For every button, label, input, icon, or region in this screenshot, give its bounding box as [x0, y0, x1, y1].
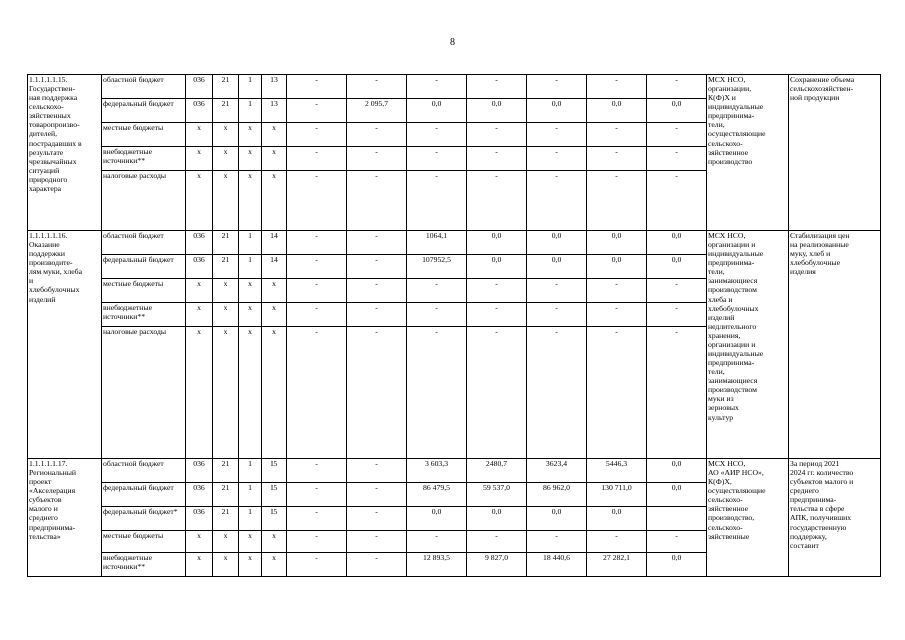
budget-code: x: [239, 553, 262, 577]
program-table: [27, 74, 881, 577]
measure-title-line: результате: [29, 147, 64, 157]
budget-code: x: [239, 327, 262, 459]
executor-line: производством: [708, 385, 757, 395]
executor-line: тели,: [708, 367, 725, 377]
funding-source: налоговые расходы: [102, 171, 186, 231]
amount-cell: -: [467, 147, 527, 171]
amount-cell: -: [527, 303, 587, 327]
executor-line: К(Ф)Х,: [708, 477, 732, 487]
funding-source: федеральный бюджет: [102, 483, 186, 507]
budget-code: x: [239, 147, 262, 171]
amount-cell: 130 711,0: [587, 483, 647, 507]
amount-cell: -: [407, 171, 467, 231]
amount-cell: -: [287, 327, 347, 459]
executor-line: осуществляющие: [708, 129, 766, 139]
amount-cell: -: [647, 279, 707, 303]
amount-cell: 0,0: [467, 231, 527, 255]
measure-title-line: «Акселерация: [29, 486, 76, 496]
amount-cell: -: [587, 75, 647, 99]
budget-code: 1: [239, 459, 262, 483]
result-line: государственную: [790, 522, 847, 532]
funding-source: местные бюджеты: [102, 531, 186, 553]
executor-line: зяйственное: [708, 504, 749, 514]
budget-code: 036: [186, 75, 213, 99]
amount-cell: -: [287, 99, 347, 123]
budget-code: x: [186, 123, 213, 147]
amount-cell: -: [287, 553, 347, 577]
amount-cell: -: [347, 303, 407, 327]
amount-cell: -: [347, 531, 407, 553]
measure-title-line: ная поддержка: [29, 93, 78, 103]
funding-source: налоговые расходы: [102, 327, 186, 459]
budget-code: 036: [186, 255, 213, 279]
amount-cell: 0,0: [407, 507, 467, 531]
measure-title-line: предпринима-: [29, 522, 76, 532]
executor-line: недлительного: [708, 321, 757, 331]
budget-code: x: [213, 147, 239, 171]
amount-cell: -: [407, 303, 467, 327]
budget-code: 036: [186, 459, 213, 483]
budget-code: 1: [239, 255, 262, 279]
funding-source: федеральный бюджет: [102, 255, 186, 279]
amount-cell: 2 095,7: [347, 99, 407, 123]
measure-title-line: Государствен-: [29, 84, 76, 94]
amount-cell: -: [467, 123, 527, 147]
measure-title-line: чрезвычайных: [29, 156, 77, 166]
amount-cell: -: [407, 531, 467, 553]
executors: [707, 75, 789, 231]
measure-title-line: 1.1.1.1.1.16.: [29, 231, 68, 240]
budget-code: I5: [262, 507, 287, 531]
amount-cell: -: [347, 75, 407, 99]
measure-title-line: дителей,: [29, 129, 58, 139]
funding-source: местные бюджеты: [102, 279, 186, 303]
budget-code: x: [186, 531, 213, 553]
amount-cell: -: [527, 147, 587, 171]
amount-cell: -: [347, 279, 407, 303]
executor-line: занимающиеся: [708, 376, 758, 386]
measure-title-line: сельскохо-: [29, 102, 64, 112]
amount-cell: -: [347, 483, 407, 507]
budget-code: 1: [239, 75, 262, 99]
budget-code: x: [213, 171, 239, 231]
result-line: поддержку,: [790, 531, 827, 541]
measure-title-line: малого и: [29, 504, 58, 514]
executor-line: К(Ф)Х и: [708, 93, 736, 103]
amount-cell: -: [347, 507, 407, 531]
amount-cell: -: [287, 279, 347, 303]
amount-cell: 18 440,6: [527, 553, 587, 577]
amount-cell: -: [407, 75, 467, 99]
budget-code: x: [239, 303, 262, 327]
measure-title-line: производите-: [29, 258, 73, 268]
measure-title-line: субъектов: [29, 495, 62, 505]
measure-title: [28, 231, 102, 459]
measure-title-line: 1.1.1.1.1.17.: [29, 459, 68, 468]
funding-source: федеральный бюджет*: [102, 507, 186, 531]
amount-cell: 0,0: [647, 483, 707, 507]
amount-cell: 0,0: [647, 459, 707, 483]
result-line: хлебобулочные: [790, 258, 841, 268]
amount-cell: 0,0: [407, 99, 467, 123]
amount-cell: 3623,4: [527, 459, 587, 483]
budget-code: x: [186, 147, 213, 171]
amount-cell: 3 603,3: [407, 459, 467, 483]
amount-cell: 2480,7: [467, 459, 527, 483]
amount-cell: 0,0: [587, 231, 647, 255]
measure-title-line: зяйственных: [29, 111, 71, 121]
funding-source: внебюджетные источники**: [102, 553, 186, 577]
executor-line: МСХ НСО,: [708, 75, 746, 84]
amount-cell: -: [587, 531, 647, 553]
amount-cell: -: [467, 327, 527, 459]
budget-code: 21: [213, 255, 239, 279]
executor-line: предпринима-: [708, 111, 755, 121]
amount-cell: -: [647, 531, 707, 553]
budget-code: x: [262, 303, 287, 327]
result-line: За период 2021: [790, 459, 840, 468]
executor-line: производство,: [708, 513, 755, 523]
amount-cell: -: [347, 171, 407, 231]
amount-cell: -: [467, 75, 527, 99]
executors: [707, 231, 789, 459]
measure-title: [28, 459, 102, 577]
amount-cell: -: [647, 147, 707, 171]
table-row: [28, 231, 881, 255]
amount-cell: 0,0: [647, 553, 707, 577]
amount-cell: 0,0: [527, 507, 587, 531]
amount-cell: 1064,1: [407, 231, 467, 255]
measure-title-line: лям муки, хлеба: [29, 267, 82, 277]
budget-code: x: [186, 303, 213, 327]
measure-title-line: поддержки: [29, 249, 65, 259]
amount-cell: -: [587, 123, 647, 147]
amount-cell: -: [287, 75, 347, 99]
budget-code: x: [186, 171, 213, 231]
amount-cell: 86 962,0: [527, 483, 587, 507]
budget-code: 21: [213, 459, 239, 483]
funding-source: местные бюджеты: [102, 123, 186, 147]
executor-line: занимающиеся: [708, 276, 758, 286]
executor-line: зерновых: [708, 403, 739, 413]
measure-title-line: Региональный: [29, 468, 77, 478]
budget-code: x: [262, 171, 287, 231]
budget-code: 036: [186, 99, 213, 123]
result-line: среднего: [790, 486, 819, 496]
executor-line: индивидуальные: [708, 249, 764, 259]
amount-cell: 9 827,0: [467, 553, 527, 577]
budget-code: 036: [186, 483, 213, 507]
budget-code: x: [213, 279, 239, 303]
expected-result: [789, 75, 881, 231]
amount-cell: -: [407, 147, 467, 171]
amount-cell: -: [287, 507, 347, 531]
budget-code: x: [262, 553, 287, 577]
amount-cell: -: [287, 171, 347, 231]
measure-title-line: природного: [29, 174, 68, 184]
executor-line: предпринима-: [708, 258, 755, 268]
amount-cell: -: [467, 171, 527, 231]
budget-code: 036: [186, 231, 213, 255]
amount-cell: 0,0: [527, 231, 587, 255]
executor-line: организации и: [708, 240, 756, 250]
amount-cell: 12 893,5: [407, 553, 467, 577]
executor-line: осуществляющие: [708, 486, 766, 496]
result-line: тельства в сфере: [790, 504, 845, 514]
executor-line: изделий: [708, 312, 735, 322]
amount-cell: -: [587, 171, 647, 231]
funding-source: федеральный бюджет: [102, 99, 186, 123]
result-line: предпринима-: [790, 495, 837, 505]
amount-cell: -: [347, 231, 407, 255]
budget-code: I5: [262, 483, 287, 507]
measure-title-line: характера: [29, 183, 62, 193]
budget-code: x: [262, 327, 287, 459]
amount-cell: 0,0: [647, 99, 707, 123]
expected-result: [789, 459, 881, 577]
amount-cell: 0,0: [467, 507, 527, 531]
measure-title-line: проект: [29, 477, 52, 487]
amount-cell: -: [647, 75, 707, 99]
amount-cell: 86 479,5: [407, 483, 467, 507]
amount-cell: -: [287, 303, 347, 327]
amount-cell: -: [647, 303, 707, 327]
measure-title-line: пострадавших в: [29, 138, 82, 148]
result-line: Сохранение объема: [790, 75, 855, 84]
amount-cell: 59 537,0: [467, 483, 527, 507]
amount-cell: -: [287, 231, 347, 255]
amount-cell: -: [407, 123, 467, 147]
amount-cell: -: [527, 531, 587, 553]
executor-line: АО «АИР НСО»,: [708, 468, 764, 478]
measure-title-line: тельства»: [29, 531, 61, 541]
executor-line: сельскохо-: [708, 138, 743, 148]
budget-code: I5: [262, 459, 287, 483]
budget-code: 1: [239, 483, 262, 507]
amount-cell: 0,0: [587, 255, 647, 279]
funding-source: областной бюджет: [102, 75, 186, 99]
amount-cell: -: [467, 279, 527, 303]
amount-cell: 0,0: [587, 507, 647, 531]
budget-code: x: [186, 279, 213, 303]
amount-cell: -: [347, 459, 407, 483]
amount-cell: [647, 507, 707, 531]
executor-line: зяйственные: [708, 531, 750, 541]
executor-line: зяйственное: [708, 147, 749, 157]
amount-cell: -: [527, 123, 587, 147]
budget-code: 21: [213, 99, 239, 123]
amount-cell: -: [527, 171, 587, 231]
budget-code: 14: [262, 255, 287, 279]
executors: [707, 459, 789, 577]
budget-code: 036: [186, 507, 213, 531]
measure-title-line: и: [29, 276, 34, 286]
executor-line: хлебобулочных: [708, 303, 759, 313]
executor-line: предпринима-: [708, 358, 755, 368]
funding-source: внебюджетные источники**: [102, 147, 186, 171]
budget-code: 14: [262, 231, 287, 255]
budget-code: x: [239, 171, 262, 231]
amount-cell: -: [287, 483, 347, 507]
funding-source: областной бюджет: [102, 231, 186, 255]
amount-cell: -: [527, 279, 587, 303]
amount-cell: -: [587, 279, 647, 303]
result-line: субъектов малого и: [790, 477, 854, 487]
executor-line: муки из: [708, 394, 734, 404]
amount-cell: -: [587, 327, 647, 459]
executor-line: организации и: [708, 339, 756, 349]
table-row: [28, 459, 881, 483]
executor-line: производством: [708, 285, 757, 295]
measure-title: [28, 75, 102, 231]
measure-title-line: 1.1.1.1.1.15.: [29, 75, 68, 84]
measure-title-line: хлебобулочных: [29, 285, 80, 295]
amount-cell: 0,0: [527, 255, 587, 279]
amount-cell: 0,0: [647, 231, 707, 255]
page-number: 8: [450, 37, 455, 48]
measure-title-line: изделий: [29, 294, 56, 304]
amount-cell: -: [407, 279, 467, 303]
executor-line: сельскохо-: [708, 522, 743, 532]
amount-cell: -: [347, 147, 407, 171]
budget-code: x: [213, 531, 239, 553]
budget-code: 21: [213, 483, 239, 507]
amount-cell: 5446,3: [587, 459, 647, 483]
executor-line: тели,: [708, 267, 725, 277]
executor-line: МСХ НСО,: [708, 459, 746, 468]
amount-cell: -: [347, 327, 407, 459]
result-line: изделия: [790, 267, 816, 277]
amount-cell: 0,0: [467, 99, 527, 123]
amount-cell: -: [347, 255, 407, 279]
budget-code: 21: [213, 507, 239, 531]
executor-line: производство: [708, 156, 753, 166]
executor-line: сельскохо-: [708, 495, 743, 505]
budget-code: x: [262, 147, 287, 171]
result-line: АПК, получивших: [790, 513, 852, 523]
amount-cell: 0,0: [587, 99, 647, 123]
budget-code: 13: [262, 99, 287, 123]
budget-code: x: [186, 327, 213, 459]
amount-cell: 0,0: [647, 255, 707, 279]
result-line: ной продукции: [790, 93, 840, 103]
result-line: составит: [790, 540, 819, 550]
executor-line: индивидуальные: [708, 349, 764, 359]
budget-code: x: [239, 531, 262, 553]
budget-code: x: [239, 279, 262, 303]
budget-code: x: [213, 327, 239, 459]
result-line: муку, хлеб и: [790, 249, 831, 259]
budget-code: x: [213, 303, 239, 327]
amount-cell: 107952,5: [407, 255, 467, 279]
executor-line: тели,: [708, 120, 725, 130]
budget-code: x: [239, 123, 262, 147]
budget-code: x: [186, 553, 213, 577]
budget-code: 1: [239, 231, 262, 255]
amount-cell: 0,0: [467, 255, 527, 279]
amount-cell: -: [407, 327, 467, 459]
amount-cell: -: [287, 459, 347, 483]
measure-title-line: Оказание: [29, 240, 60, 250]
budget-code: 21: [213, 75, 239, 99]
amount-cell: -: [527, 75, 587, 99]
amount-cell: -: [347, 123, 407, 147]
amount-cell: -: [347, 553, 407, 577]
measure-title-line: товаропроизво-: [29, 120, 80, 130]
budget-code: x: [213, 123, 239, 147]
executor-line: МСХ НСО,: [708, 231, 746, 240]
budget-code: 1: [239, 99, 262, 123]
amount-cell: -: [587, 303, 647, 327]
measure-title-line: среднего: [29, 513, 58, 523]
budget-code: x: [262, 531, 287, 553]
amount-cell: -: [647, 123, 707, 147]
funding-source: областной бюджет: [102, 459, 186, 483]
executor-line: хлеба и: [708, 294, 733, 304]
amount-cell: -: [467, 531, 527, 553]
executor-line: хранения,: [708, 330, 741, 340]
budget-code: 1: [239, 507, 262, 531]
amount-cell: -: [467, 303, 527, 327]
amount-cell: -: [287, 123, 347, 147]
amount-cell: -: [647, 327, 707, 459]
budget-code: x: [262, 123, 287, 147]
amount-cell: 27 282,1: [587, 553, 647, 577]
budget-code: x: [213, 553, 239, 577]
amount-cell: -: [647, 171, 707, 231]
result-line: Стабилизация цен: [790, 231, 850, 240]
result-line: на реализованные: [790, 240, 849, 250]
measure-title-line: ситуаций: [29, 165, 60, 175]
executor-line: культур: [708, 412, 734, 422]
result-line: 2024 гг. количество: [790, 468, 854, 478]
amount-cell: -: [587, 147, 647, 171]
executor-line: индивидуальные: [708, 102, 764, 112]
amount-cell: -: [527, 327, 587, 459]
amount-cell: -: [287, 147, 347, 171]
amount-cell: -: [287, 531, 347, 553]
result-line: сельскохозяйствен-: [790, 84, 854, 94]
table-row: [28, 75, 881, 99]
expected-result: [789, 231, 881, 459]
amount-cell: -: [287, 255, 347, 279]
executor-line: организации,: [708, 84, 752, 94]
funding-source: внебюджетные источники**: [102, 303, 186, 327]
budget-code: x: [262, 279, 287, 303]
budget-code: 21: [213, 231, 239, 255]
budget-code: 13: [262, 75, 287, 99]
amount-cell: 0,0: [527, 99, 587, 123]
